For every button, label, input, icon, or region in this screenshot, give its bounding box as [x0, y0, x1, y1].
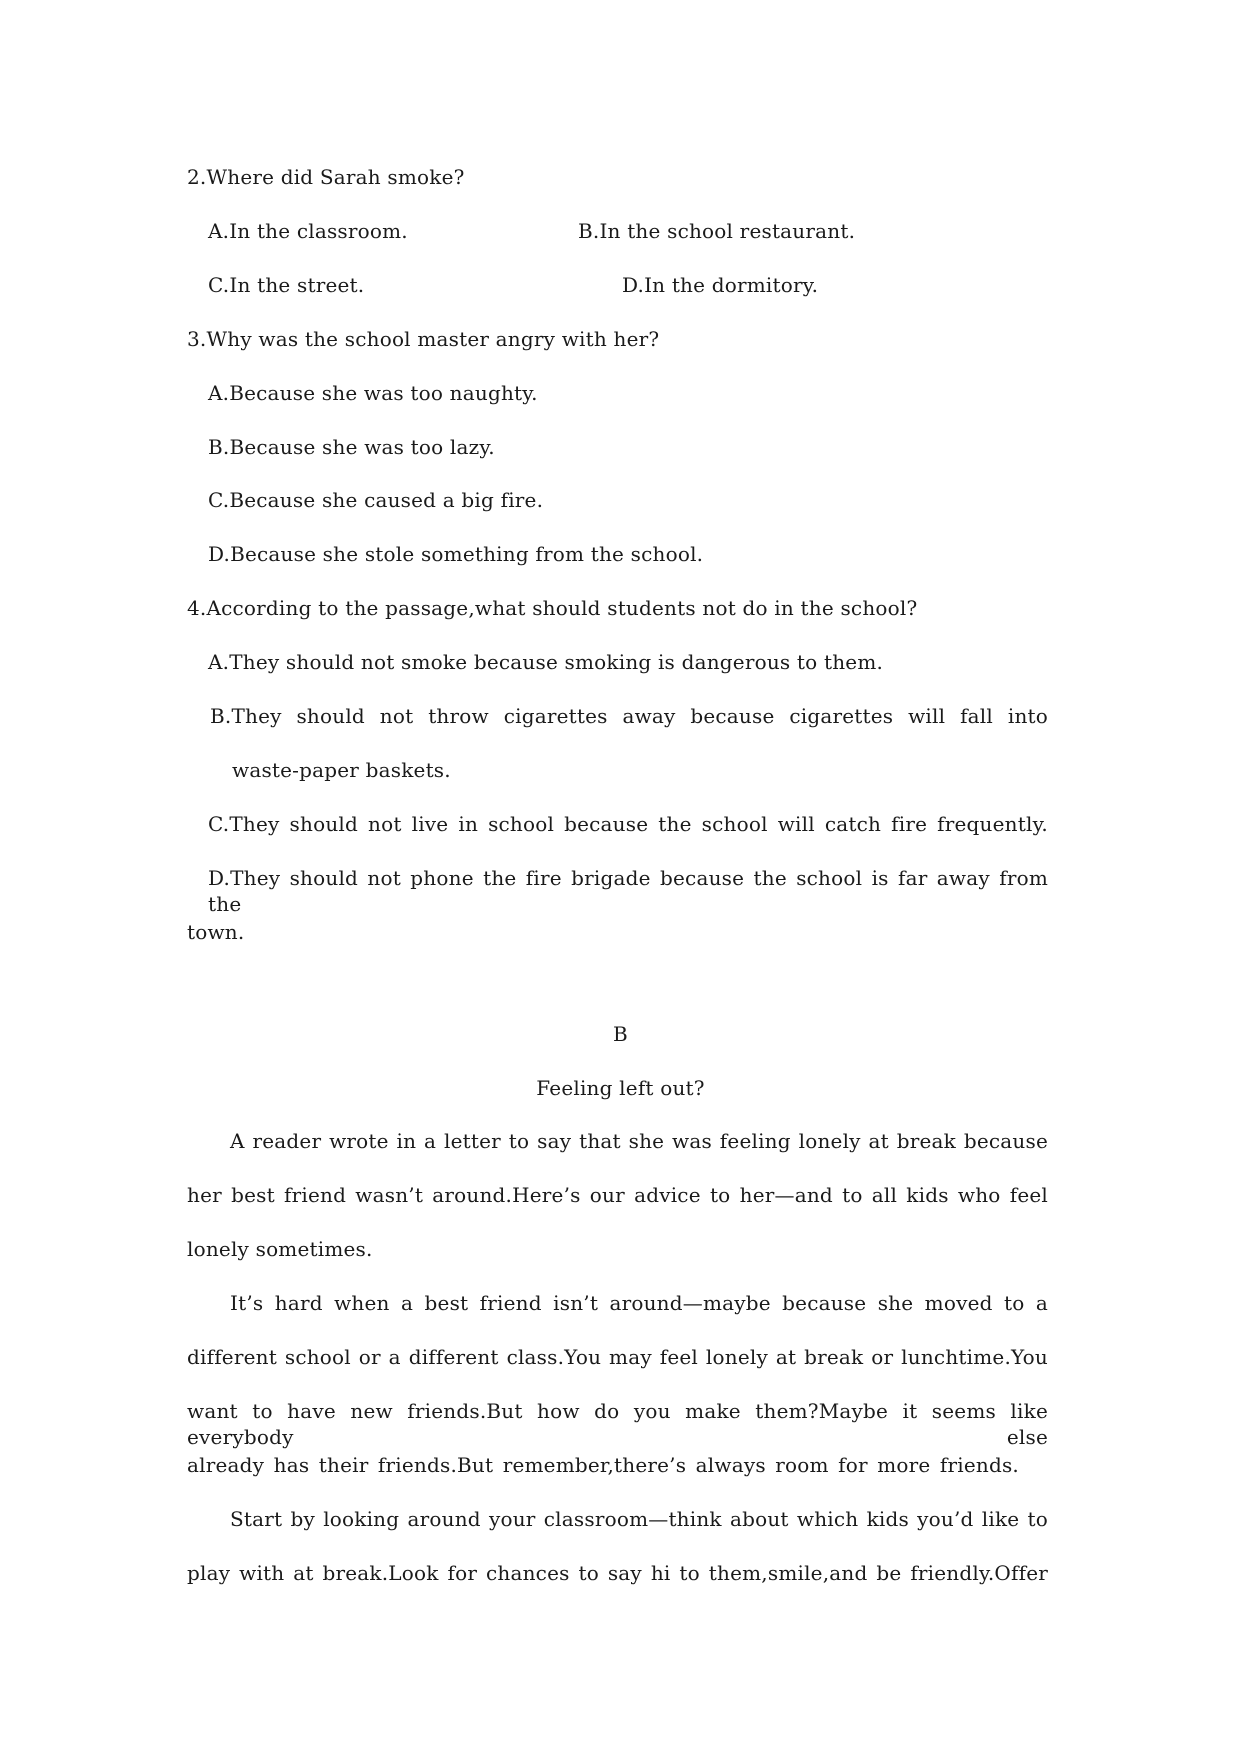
- passage-line-1: A reader wrote in a letter to say that she was feeling lonely at break because: [230, 1129, 1048, 1153]
- question-3-option-d: D.Because she stole something from the school.: [208, 542, 704, 566]
- question-3-stem: 3.Why was the school master angry with her?: [187, 327, 660, 351]
- section-title: Feeling left out?: [536, 1076, 705, 1100]
- passage-line-2: her best friend wasn’t around.Here’s our advice to her—and to all kids who feel: [187, 1183, 1048, 1207]
- question-3-option-b: B.Because she was too lazy.: [208, 435, 495, 459]
- passage-line-5: different school or a different class.You may feel lonely at break or lunchtime.You: [187, 1345, 1048, 1369]
- passage-line-9: play with at break.Look for chances to say hi to them,smile,and be friendly.Offer: [187, 1561, 1048, 1585]
- question-3-option-a: A.Because she was too naughty.: [208, 381, 538, 405]
- question-4-option-b-continued: waste-paper baskets.: [232, 758, 451, 782]
- passage-line-6: want to have new friends.But how do you make them?Maybe it seems like everybody else: [187, 1399, 1048, 1449]
- question-4-option-d: D.They should not phone the fire brigade because the school is far away from the: [208, 866, 1048, 916]
- question-4-option-b: B.They should not throw cigarettes away because cigarettes will fall into: [210, 704, 1048, 728]
- question-4-option-c: C.They should not live in school because the school will catch fire frequently.: [208, 812, 1048, 836]
- section-letter: B: [613, 1022, 628, 1046]
- question-2-option-c: C.In the street.: [208, 273, 365, 297]
- passage-line-7: already has their friends.But remember,there’s always room for more friends.: [187, 1453, 1019, 1477]
- question-2-stem: 2.Where did Sarah smoke?: [187, 165, 465, 189]
- passage-line-3: lonely sometimes.: [187, 1237, 373, 1261]
- question-4-stem: 4.According to the passage,what should students not do in the school?: [187, 596, 918, 620]
- question-3-option-c: C.Because she caused a big fire.: [208, 488, 544, 512]
- passage-line-4: It’s hard when a best friend isn’t around—maybe because she moved to a: [230, 1291, 1048, 1315]
- question-4-option-a: A.They should not smoke because smoking is dangerous to them.: [208, 650, 884, 674]
- passage-line-8: Start by looking around your classroom—think about which kids you’d like to: [230, 1507, 1048, 1531]
- question-2-option-d: D.In the dormitory.: [622, 273, 819, 297]
- question-2-option-b: B.In the school restaurant.: [578, 219, 856, 243]
- question-4-option-d-continued: town.: [187, 920, 245, 944]
- question-2-option-a: A.In the classroom.: [208, 219, 408, 243]
